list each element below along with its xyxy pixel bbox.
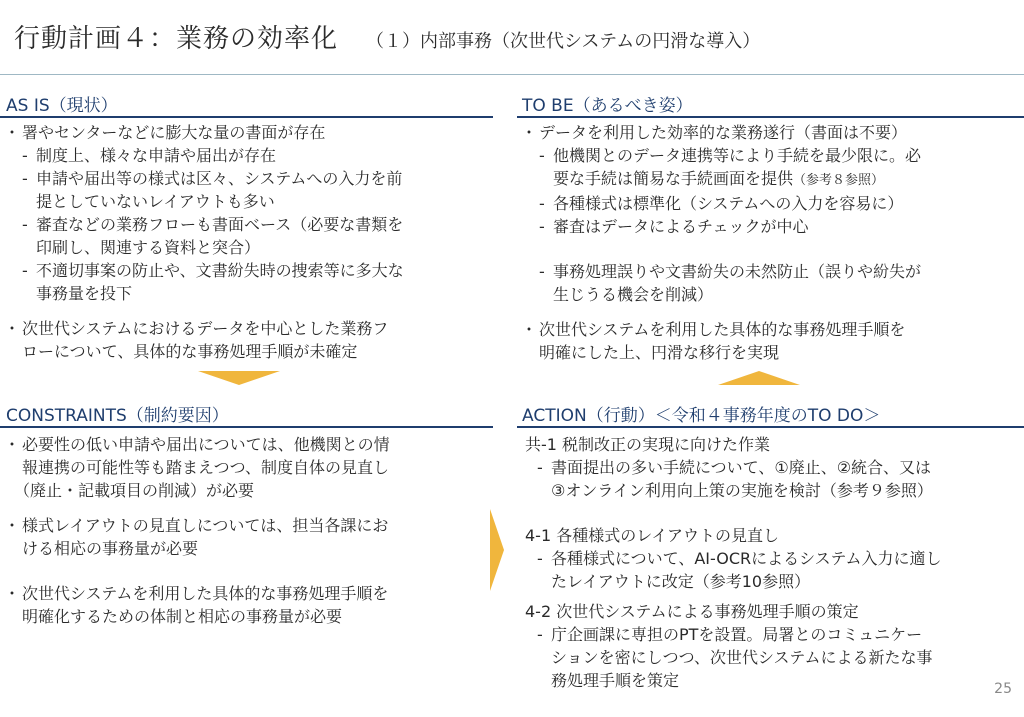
arrow-up-icon <box>718 371 800 385</box>
list-item: - 制度上、様々な申請や届出が存在 <box>0 144 495 167</box>
as-is-rule <box>0 116 493 118</box>
action-item-title: 4-2 次世代システムによる事務処理手順の策定 <box>525 602 859 621</box>
constraints-section <box>0 433 495 628</box>
list-item: - 申請や届出等の様式は区々、システムへの入力を前 <box>0 167 495 190</box>
reference-note: （参考８参照） <box>793 173 885 188</box>
list-item-text: 他機関とのデータ連携等により手続を最少限に。必 <box>553 146 922 165</box>
action-item-detail-cont: たレイアウトに改定（参考10参照） <box>551 572 811 591</box>
constraint-item-1-cont: 報連携の可能性等も踏まえつつ、制度自体の見直し <box>22 458 390 477</box>
action-heading: ACTION（行動）＜令和４事務年度のTO DO＞ <box>522 406 881 426</box>
action-item-detail: - 庁企画課に専担のPTを設置。局署とのコミュニケー <box>517 623 1022 646</box>
as-is-bullet-2-cont: ローについて、具体的な事務処理手順が未確定 <box>22 342 358 361</box>
title-divider <box>0 74 1024 75</box>
list-item: - 各種様式は標準化（システムへの入力を容易に） <box>517 192 1022 215</box>
to-be-bullet-2: ・ 次世代システムを利用した具体的な事務処理手順を <box>517 318 1022 341</box>
constraint-item-2: ・ 様式レイアウトの見直しについては、担当各課にお <box>0 514 495 537</box>
constraints-heading: CONSTRAINTS（制約要因） <box>6 406 229 426</box>
to-be-section <box>517 121 1022 364</box>
list-item: - 審査などの業務フローも書面ベース（必要な書類を <box>0 213 495 236</box>
action-item-title: 共-1 税制改正の実現に向けた作業 <box>525 435 771 454</box>
action-item-detail: - 書面提出の多い手続について、①廃止、②統合、又は <box>517 456 1022 479</box>
title-main: 行動計画４：業務の効率化 <box>14 24 339 54</box>
list-item <box>517 144 1022 167</box>
constraint-item-1-cont: （廃止・記載項目の削減）が必要 <box>14 481 255 500</box>
as-is-bullet-2: ・ 次世代システムにおけるデータを中心とした業務フ <box>0 317 495 340</box>
to-be-heading: TO BE（あるべき姿） <box>522 96 693 116</box>
to-be-bullet-2-cont: 明確にした上、円滑な移行を実現 <box>539 343 780 362</box>
as-is-bullet-1: ・ 署やセンターなどに膨大な量の書面が存在 <box>0 121 495 144</box>
list-item-text: 要な手続は簡易な手続画面を提供 <box>553 169 794 188</box>
as-is-section <box>0 121 495 363</box>
action-item-detail-cont: 務処理手順を策定 <box>551 671 680 690</box>
constraints-rule <box>0 426 493 428</box>
to-be-rule <box>517 116 1024 118</box>
list-item: - 不適切事案の防止や、文書紛失時の捜索等に多大な <box>0 259 495 282</box>
list-item-cont: 提としていないレイアウトも多い <box>36 192 275 211</box>
action-item-detail-cont: ③オンライン利用向上策の実施を検討（参考９参照） <box>551 481 933 500</box>
page-title <box>14 18 760 55</box>
to-be-bullet-1: ・ データを利用した効率的な業務遂行（書面は不要） <box>517 121 1022 144</box>
constraint-item-2-cont: ける相応の事務量が必要 <box>22 539 199 558</box>
page-number: 25 <box>994 681 1012 697</box>
list-item-cont: 事務量を投下 <box>36 284 133 303</box>
list-item-cont: 生じうる機会を削減） <box>553 285 714 304</box>
list-item-cont <box>517 167 1022 192</box>
arrow-down-icon <box>198 371 280 385</box>
action-item-detail: - 各種様式について、AI-OCRによるシステム入力に適し <box>517 547 1022 570</box>
list-item-cont: 印刷し、関連する資料と突合） <box>36 238 261 257</box>
constraint-item-1: ・ 必要性の低い申請や届出については、他機関との情 <box>0 433 495 456</box>
constraint-item-3: ・ 次世代システムを利用した具体的な事務処理手順を <box>0 582 495 605</box>
action-item-title: 4-1 各種様式のレイアウトの見直し <box>525 526 779 545</box>
list-item: - 事務処理誤りや文書紛失の未然防止（誤りや紛失が <box>517 260 1022 283</box>
action-section <box>517 433 1022 692</box>
action-item-detail-cont: ションを密にしつつ、次世代システムによる新たな事 <box>551 648 933 667</box>
constraint-item-3-cont: 明確化するための体制と相応の事務量が必要 <box>22 607 343 626</box>
as-is-heading: AS IS（現状） <box>6 96 118 116</box>
action-rule <box>517 426 1024 428</box>
list-item: - 審査はデータによるチェックが中心 <box>517 215 1022 238</box>
title-sub: （１）内部事務（次世代システムの円滑な導入） <box>366 31 761 52</box>
